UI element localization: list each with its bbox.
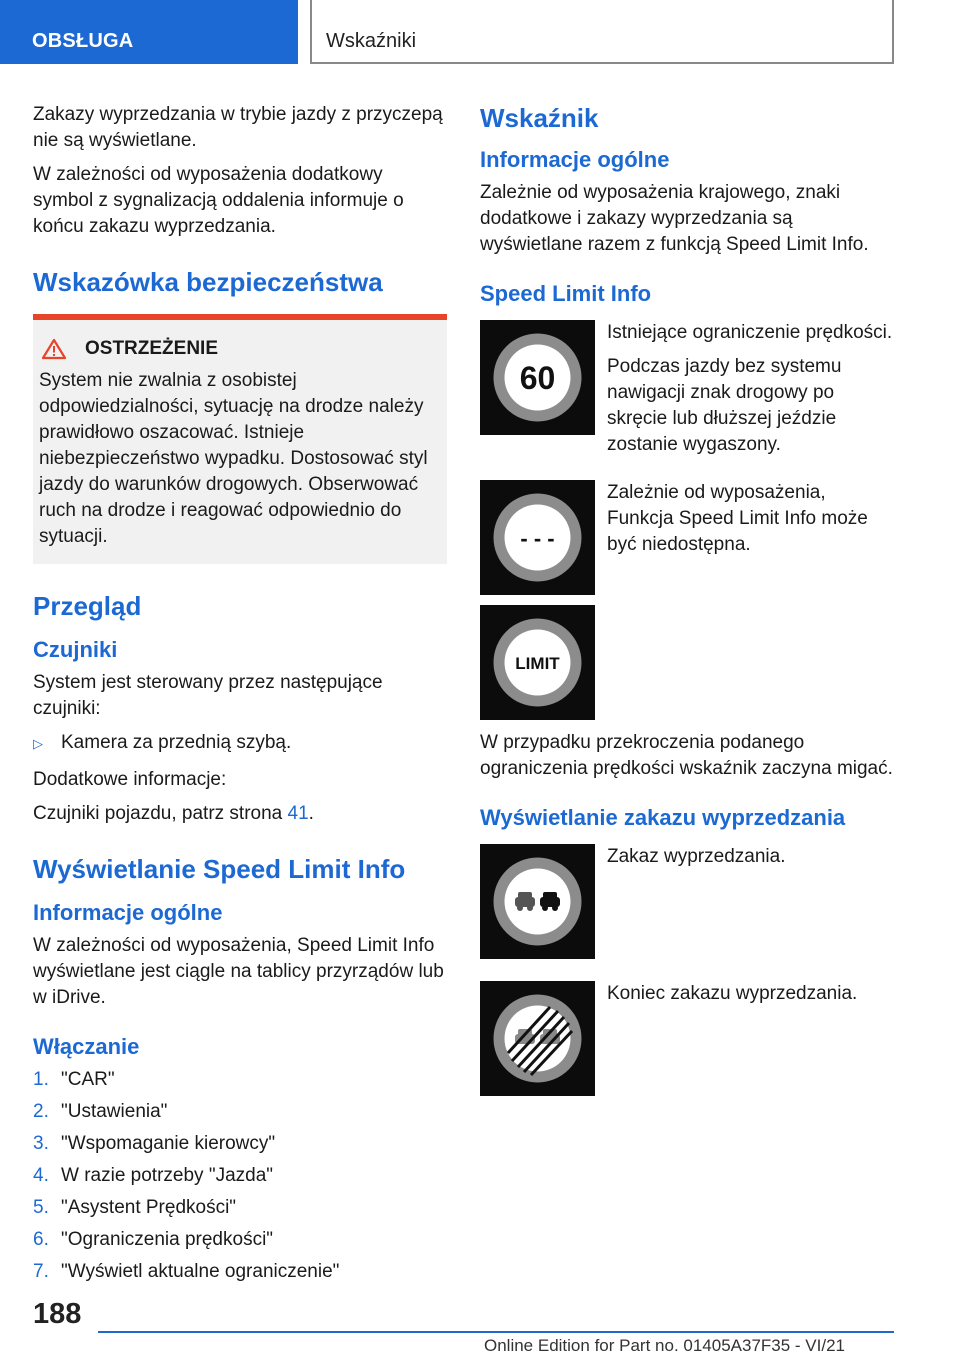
step-item: 7. "Wyświetl aktualne ograniczenie": [33, 1261, 340, 1282]
sign-row-no-overtaking: [480, 844, 896, 959]
indicator-general-heading: Informacje ogólne: [480, 147, 670, 172]
step-item: 3. "Wspomaganie kierowcy": [33, 1133, 276, 1154]
sign-row-limit: [480, 605, 896, 720]
sign-60-description: Istniejące ograniczenie prędkości. Podczas jazdy bez systemu nawigacji znak drogowy po skręcie lub dłuższej jeździe zostanie wygaszony.: [607, 322, 893, 455]
step-item: 2. "Ustawienia": [33, 1101, 168, 1122]
speed-limit-info-heading: Speed Limit Info: [480, 281, 652, 306]
overview-heading: Przegląd: [33, 591, 142, 621]
page-link-41[interactable]: 41: [287, 803, 309, 824]
step-item: 5. "Asystent Prędkości": [33, 1197, 237, 1218]
warning-title-text: OSTRZEŻENIE: [85, 338, 219, 359]
sign-row-end-no-overtaking: [480, 981, 896, 1096]
sign-60-text: 60: [519, 360, 556, 396]
display-heading: Wyświetlanie Speed Limit Info: [33, 854, 406, 884]
enable-heading: Włączanie: [33, 1034, 140, 1059]
end-no-overtaking-description: Koniec zakazu wyprzedzania.: [607, 983, 858, 1004]
no-overtaking-sign-icon: [480, 844, 595, 959]
sensors-reference: [33, 801, 447, 827]
warning-title: [39, 338, 433, 360]
sensors-reference-end: .: [308, 803, 314, 824]
sign-dash-description: Zależnie od wyposażenia, Funkcja Speed Limit Info może być niedostępna.: [607, 482, 868, 555]
sign-row-60: [480, 320, 896, 466]
chapter-title: Wskaźniki: [310, 0, 894, 64]
page-header: [0, 0, 960, 66]
footer-divider: [98, 1331, 894, 1333]
sensor-bullet: [33, 730, 447, 757]
sensors-text: System jest sterowany przez następujące czujniki:: [33, 672, 383, 719]
no-overtaking-description: Zakaz wyprzedzania.: [607, 846, 786, 867]
edition-text: Online Edition for Part no. 01405A37F35 - VI/21: [484, 1336, 846, 1355]
sensors-reference-text: Czujniki pojazdu, patrz strona: [33, 803, 283, 824]
warning-text: System nie zwalnia z osobistej odpowiedzialności, sytuację na drodze należy prawidłowo oszacować. Istnieje niebezpieczeństwo wypadku. Dostosować styl jazdy do warunków drogowych. Obserwować ruch na drodze i reagować odpowiednio do sytuacji.: [39, 370, 428, 547]
step-item: 1. "CAR": [33, 1069, 115, 1090]
section-tab: OBSŁUGA: [0, 0, 298, 64]
right-column: [480, 102, 896, 1106]
intro-paragraph-2: W zależności od wyposażenia dodatkowy symbol z sygnalizacją oddalenia informuje o końcu zakazu wyprzedzania.: [33, 164, 404, 237]
sign-dash-text: - - -: [520, 526, 555, 551]
safety-heading: Wskazówka bezpieczeństwa: [33, 267, 383, 297]
sensor-bullet-text: Kamera za przednią szybą.: [61, 732, 292, 753]
speed-limit-60-sign-icon: [480, 320, 595, 435]
sign-row-dashes: [480, 480, 896, 595]
enable-steps-list: [33, 1067, 447, 1285]
intro-paragraph-1: Zakazy wyprzedzania w trybie jazdy z przyczepą nie są wyświetlane.: [33, 104, 443, 151]
warning-triangle-icon: [41, 338, 67, 360]
step-item: 4. W razie potrzeby "Jazda": [33, 1165, 274, 1186]
no-overtaking-heading: Wyświetlanie zakazu wyprzedzania: [480, 805, 846, 830]
speed-limit-limit-sign-icon: [480, 605, 595, 720]
general-info-heading: Informacje ogólne: [33, 900, 223, 925]
speed-limit-unavailable-sign-icon: [480, 480, 595, 595]
indicator-heading: Wskaźnik: [480, 103, 599, 133]
exceed-text: W przypadku przekroczenia podanego ograniczenia prędkości wskaźnik zaczyna migać.: [480, 732, 893, 779]
bullet-triangle-icon: ▷: [33, 736, 43, 751]
sensors-heading: Czujniki: [33, 637, 118, 662]
sign-limit-text: LIMIT: [515, 654, 560, 673]
step-item: 6. "Ograniczenia prędkości": [33, 1229, 274, 1250]
left-column: [33, 102, 447, 1291]
extra-info-label: Dodatkowe informacje:: [33, 769, 227, 790]
page-number: 188: [33, 1298, 82, 1330]
warning-box: [33, 314, 447, 564]
general-info-text: W zależności od wyposażenia, Speed Limit Info wyświetlane jest ciągle na tablicy przyrządów lub w iDrive.: [33, 935, 444, 1008]
indicator-general-text: Zależnie od wyposażenia krajowego, znaki dodatkowe i zakazy wyprzedzania są wyświetlane razem z funkcją Speed Limit Info.: [480, 182, 869, 255]
end-no-overtaking-sign-icon: [480, 981, 595, 1096]
